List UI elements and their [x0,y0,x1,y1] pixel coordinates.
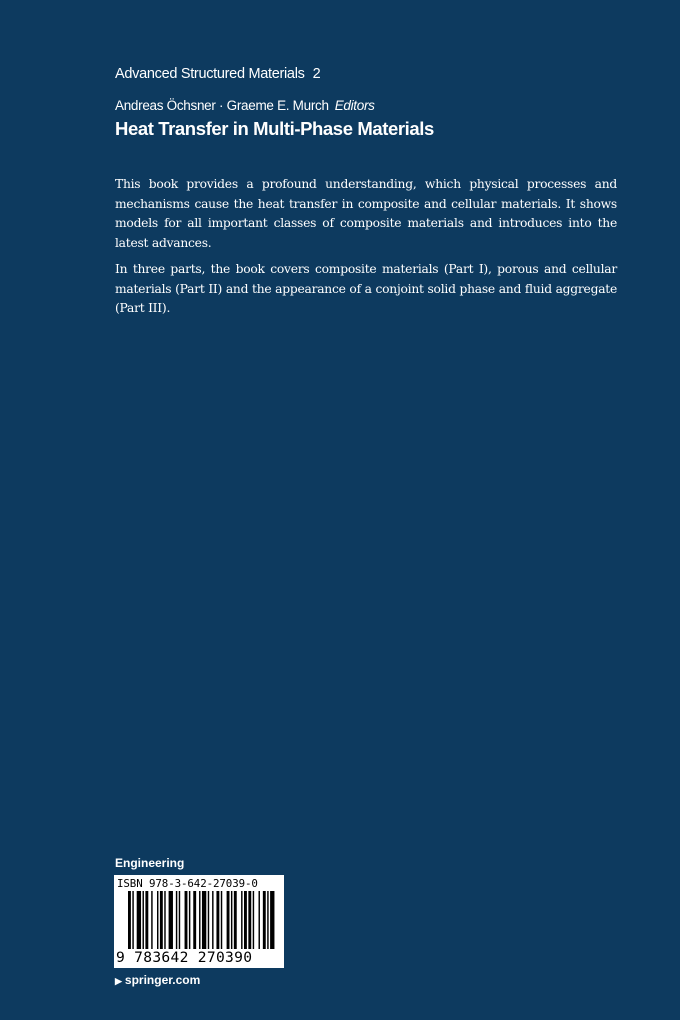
publisher-link[interactable] [115,973,200,987]
series-volume: 2 [312,66,321,82]
barcode-bar [208,891,209,949]
barcode-bar [151,891,152,949]
book-description [115,175,617,326]
barcode-bar [212,891,213,949]
barcode-bar [253,891,254,949]
barcode-bar [231,891,232,949]
triangle-right-icon: ▶ [115,976,122,986]
barcode-bar [216,891,219,949]
barcode-bar [263,891,266,949]
barcode-bar [193,891,196,949]
isbn-label: ISBN 978-3-642-27039-0 [117,877,258,890]
description-paragraph: In three parts, the book covers composite materials (Part I), porous and cellular materials (Part II) and the appearance of a conjoint solid phase and fluid aggregate (Part III). [115,262,617,315]
barcode-bar [270,891,274,949]
isbn-barcode [114,875,284,968]
book-title: Heat Transfer in Multi-Phase Materials [115,118,434,139]
series-name: Advanced Structured Materials [115,66,305,82]
barcode-bar [160,891,163,949]
barcode-bar [267,891,268,949]
barcode-bar [248,891,251,949]
barcode-bar [137,891,141,949]
barcode-bar [259,891,260,949]
barcode-bar [132,891,133,949]
editors-line [115,98,375,113]
barcode-bar [244,891,247,949]
editor-names: Andreas Öchsner · Graeme E. Murch [115,98,329,113]
barcode-bar [145,891,148,949]
barcode-bar [164,891,165,949]
barcode-bar [176,891,177,949]
barcode-bar [189,891,190,949]
barcode-bar [157,891,158,949]
barcode-bar [221,891,222,949]
barcode-bar [234,891,237,949]
editor-role: Editors [334,98,375,113]
description-paragraph: This book provides a profound understanding, which physical processes and mechanisms cause the heat transfer in composite and cellular materials. It shows models for all important classes of composite materials and introduces into the latest advances. [115,177,617,250]
barcode-bar [128,891,131,949]
subject-category: Engineering [115,856,185,870]
barcode-bar [143,891,144,949]
barcode-bar [199,891,200,949]
barcode-bar [241,891,242,949]
barcode-bar [185,891,188,949]
barcode-bar [227,891,230,949]
series-line [115,66,320,82]
barcode-bar [169,891,173,949]
barcode-bar [179,891,180,949]
barcode-bar [202,891,206,949]
ean-digits: 9 783642 270390 [116,949,253,966]
publisher-link-text: springer.com [124,973,201,987]
